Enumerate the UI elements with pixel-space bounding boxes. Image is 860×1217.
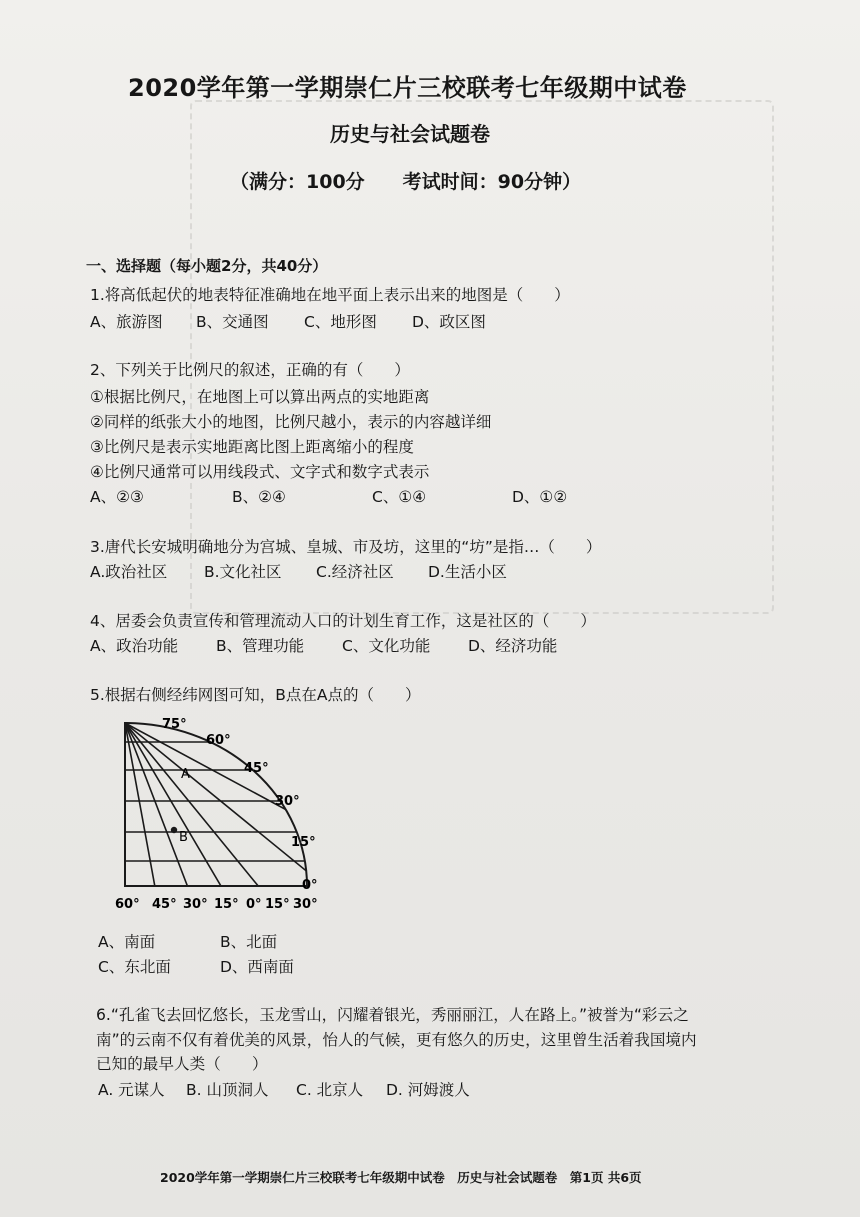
question-6-line-3: 已知的最早人类（ ）	[96, 1055, 268, 1073]
lat-label-30: 30°	[275, 794, 300, 809]
question-6-line-2: 南”的云南不仅有着优美的风景，怡人的气候，更有悠久的历史，这里曾生活着我国境内	[96, 1031, 697, 1049]
q2-option-a: A、②③	[90, 488, 144, 506]
q2-option-c: C、①④	[372, 488, 427, 506]
lat-label-45: 45°	[244, 761, 269, 776]
q2-statement-1: ①根据比例尺，在地图上可以算出两点的实地距离	[90, 388, 430, 406]
q2-statement-2: ②同样的纸张大小的地图，比例尺越小，表示的内容越详细	[90, 413, 492, 431]
page-footer: 2020学年第一学期崇仁片三校联考七年级期中试卷 历史与社会试题卷 第1页 共6页	[160, 1170, 642, 1185]
lat-label-75: 75°	[162, 717, 187, 732]
lat-lon-grid-figure	[110, 708, 340, 918]
q2-option-d: D、①②	[512, 488, 568, 506]
q4-option-d: D、经济功能	[468, 637, 558, 655]
section-heading: 一、选择题（每小题2分，共40分）	[86, 257, 328, 275]
q1-option-c: C、地形图	[304, 313, 377, 331]
q5-option-c: C、东北面	[98, 958, 171, 976]
q4-option-a: A、政治功能	[90, 637, 179, 655]
q1-option-a: A、旅游图	[90, 313, 163, 331]
q6-option-a: A. 元谋人	[98, 1081, 165, 1099]
exam-subtitle: 历史与社会试题卷	[330, 122, 490, 146]
question-3-stem: 3.唐代长安城明确地分为宫城、皇城、市及坊，这里的“坊”是指…（ ）	[90, 538, 602, 556]
q6-option-d: D. 河姆渡人	[386, 1081, 470, 1099]
lon-label-0: 0°	[246, 897, 262, 912]
question-1-stem: 1.将高低起伏的地表特征准确地在地平面上表示出来的地图是（ ）	[90, 286, 570, 304]
q2-statement-3: ③比例尺是表示实地距离比图上距离缩小的程度	[90, 438, 414, 456]
q3-option-b: B.文化社区	[204, 563, 282, 581]
lon-label-15e: 15°	[265, 897, 290, 912]
question-2-stem: 2、下列关于比例尺的叙述，正确的有（ ）	[90, 361, 410, 379]
question-4-stem: 4、居委会负责宣传和管理流动人口的计划生育工作，这是社区的（ ）	[90, 612, 596, 630]
q1-option-b: B、交通图	[196, 313, 269, 331]
lon-label-60: 60°	[115, 897, 140, 912]
q3-option-a: A.政治社区	[90, 563, 168, 581]
q2-statement-4: ④比例尺通常可以用线段式、文字式和数字式表示	[90, 463, 430, 481]
q1-option-d: D、政区图	[412, 313, 486, 331]
q6-option-c: C. 北京人	[296, 1081, 364, 1099]
question-6-line-1: 6.“孔雀飞去回忆悠长，玉龙雪山，闪耀着银光，秀丽丽江，人在路上。”被誉为“彩云之	[96, 1006, 689, 1024]
lon-label-30e: 30°	[293, 897, 318, 912]
q5-option-b: B、北面	[220, 933, 278, 951]
lat-label-60: 60°	[206, 733, 231, 748]
point-a-label: A	[181, 767, 190, 782]
q4-option-c: C、文化功能	[342, 637, 431, 655]
q3-option-c: C.经济社区	[316, 563, 394, 581]
q5-option-d: D、西南面	[220, 958, 294, 976]
lat-label-15: 15°	[291, 835, 316, 850]
lat-label-0: 0°	[302, 878, 318, 893]
lon-label-15w: 15°	[214, 897, 239, 912]
score-time-info: （满分：100分 考试时间：90分钟）	[230, 171, 582, 193]
q4-option-b: B、管理功能	[216, 637, 305, 655]
q2-option-b: B、②④	[232, 488, 286, 506]
point-b-marker	[171, 827, 177, 833]
question-5-stem: 5.根据右侧经纬网图可知，B点在A点的（ ）	[90, 686, 421, 704]
q5-option-a: A、南面	[98, 933, 156, 951]
point-b-label: B	[179, 830, 188, 845]
q3-option-d: D.生活小区	[428, 563, 507, 581]
exam-title: 2020学年第一学期崇仁片三校联考七年级期中试卷	[128, 74, 687, 102]
lon-label-30: 30°	[183, 897, 208, 912]
q6-option-b: B. 山顶洞人	[186, 1081, 269, 1099]
lon-label-45: 45°	[152, 897, 177, 912]
